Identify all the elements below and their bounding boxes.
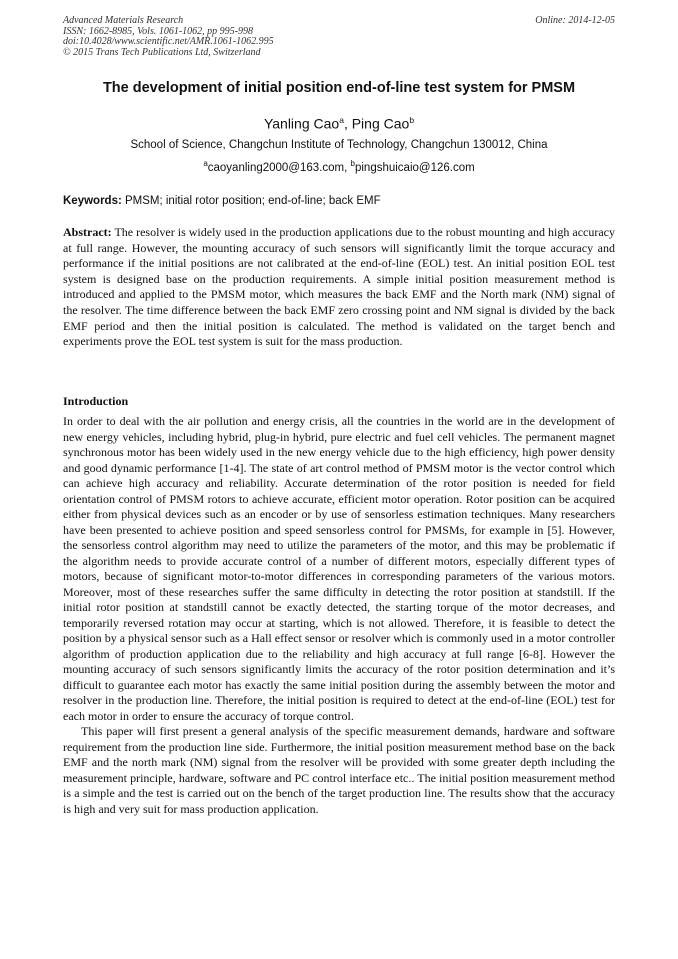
section-heading: Introduction — [63, 394, 129, 408]
email-separator: , — [344, 161, 351, 174]
author-separator: , — [343, 115, 352, 132]
introduction-body — [63, 414, 615, 817]
copyright-line: © 2015 Trans Tech Publications Ltd, Switzerland — [63, 46, 261, 58]
paper-title: The development of initial position end-of-line test system for PMSM — [102, 80, 576, 96]
doi-line: doi:10.4028/www.scientific.net/AMR.1061-1062.995 — [63, 36, 274, 47]
journal-name: Advanced Materials Research — [63, 15, 184, 26]
keywords — [63, 195, 615, 207]
email-address: caoyanling2000@163.com — [207, 161, 345, 174]
abstract — [63, 225, 615, 350]
abstract-text: The resolver is widely used in the production applications due to the robust mounting and high accuracy at full range. However, the mounting accuracy of such sensors will significantly limit the torque accuracy and performance if the initial positions are not calibrated at the end-of-line (EOL) test. An initial position EOL test system is designed base on the production requirements. A simple initial position measurement method is introduced and applied to the PMSM motor, which measures the back EMF and the North mark (NM) signal of the resolver. The time difference between the back EMF zero crossing point and NM signal is divided by the back EMF period and then the initial position is calculated. The method is validated on the target bench and experiments prove the EOL test system is suit for the mass production. — [63, 225, 615, 349]
author-affil-mark: a — [339, 115, 344, 125]
author-affil-mark: b — [409, 115, 415, 125]
paragraph: In order to deal with the air pollution and energy crisis, all the countries in the world are in the development of new energy vehicles, including hybrid, plug-in hybrid, pure electric and fuel cell vehicles. The permanent magnet synchronous motor has been widely used in the new energy vehicle due to the high efficiency, high power density and good dynamic performance [1-4]. The state of art control method of PMSM motor is the vector control which can achieve high accuracy and reliability. Accurate determination of the rotor position is needed for field orientation control of PMSM rotors to achieve accurate, efficient motor operation. Rotor position can be acquired either from physical devices such as an encoder or by use of sensorless estimation techniques. Many researchers have been presented to achieve position and speed sensorless control for PMSMs, for example in [5]. However, the sensorless control algorithm may need to utilize the parameters of the motor, and this may be problematic if the algorithm needs to provide accurate control of a number of different motors, especially different types of motors, because of significant motor-to-motor differences in corresponding parameters of the various motors. Moreover, most of these researches suffer the same difficulty in detecting the rotor position at standstill. If the initial rotor position at standstill cannot be exactly detected, the starting torque of the motor decreases, and temporarily reversed rotation may occur at starting, which is not allowed. Therefore, it is feasible to detect the position by a physical sensor such as a Hall effect sensor or resolver which is commonly used in a motor controller algorithm of production application due to the reliability and high accuracy at full range [6-8]. However the mounting accuracy of such sensors significantly limits the accuracy of the rotor position determination and it’s difficult to guarantee each motor has exactly the same initial position during the assembly between the motor and resolver in the production line. Therefore, the initial position is required to detect at the end-of-line (EOL) test for each motor in order to ensure the accuracy of torque control. — [63, 414, 615, 723]
keywords-label: Keywords: — [63, 195, 122, 207]
email-mark: a — [203, 159, 208, 168]
email-address: pingshuicaio@126.com — [354, 161, 475, 174]
email-list — [40, 159, 638, 174]
email-mark: b — [350, 159, 355, 168]
affiliation: School of Science, Changchun Institute of Technology, Changchun 130012, China — [130, 139, 548, 151]
author-name: Ping Cao — [351, 115, 410, 132]
paragraph: This paper will first present a general analysis of the specific measurement demands, hardware and software requirement from the production line side. Furthermore, the initial position measurement method base on the back EMF and the north mark (NM) signal from the resolver will be provided with some greater depth including the measurement principle, hardware, software and PC control interface etc.. The initial position measurement method is a simple and the test is carried out on the bench of the target production line. The results show that the accuracy is high and very suit for mass production application. — [63, 724, 615, 816]
author-name: Yanling Cao — [263, 115, 340, 132]
journal-header — [63, 16, 615, 58]
abstract-label: Abstract: — [63, 225, 112, 239]
author-list — [40, 115, 638, 132]
online-date: Online: 2014-12-05 — [535, 15, 615, 26]
keywords-text: PMSM; initial rotor position; end-of-line; back EMF — [121, 195, 381, 207]
issn-line: ISSN: 1662-8985, Vols. 1061-1062, pp 995-998 — [63, 25, 253, 37]
